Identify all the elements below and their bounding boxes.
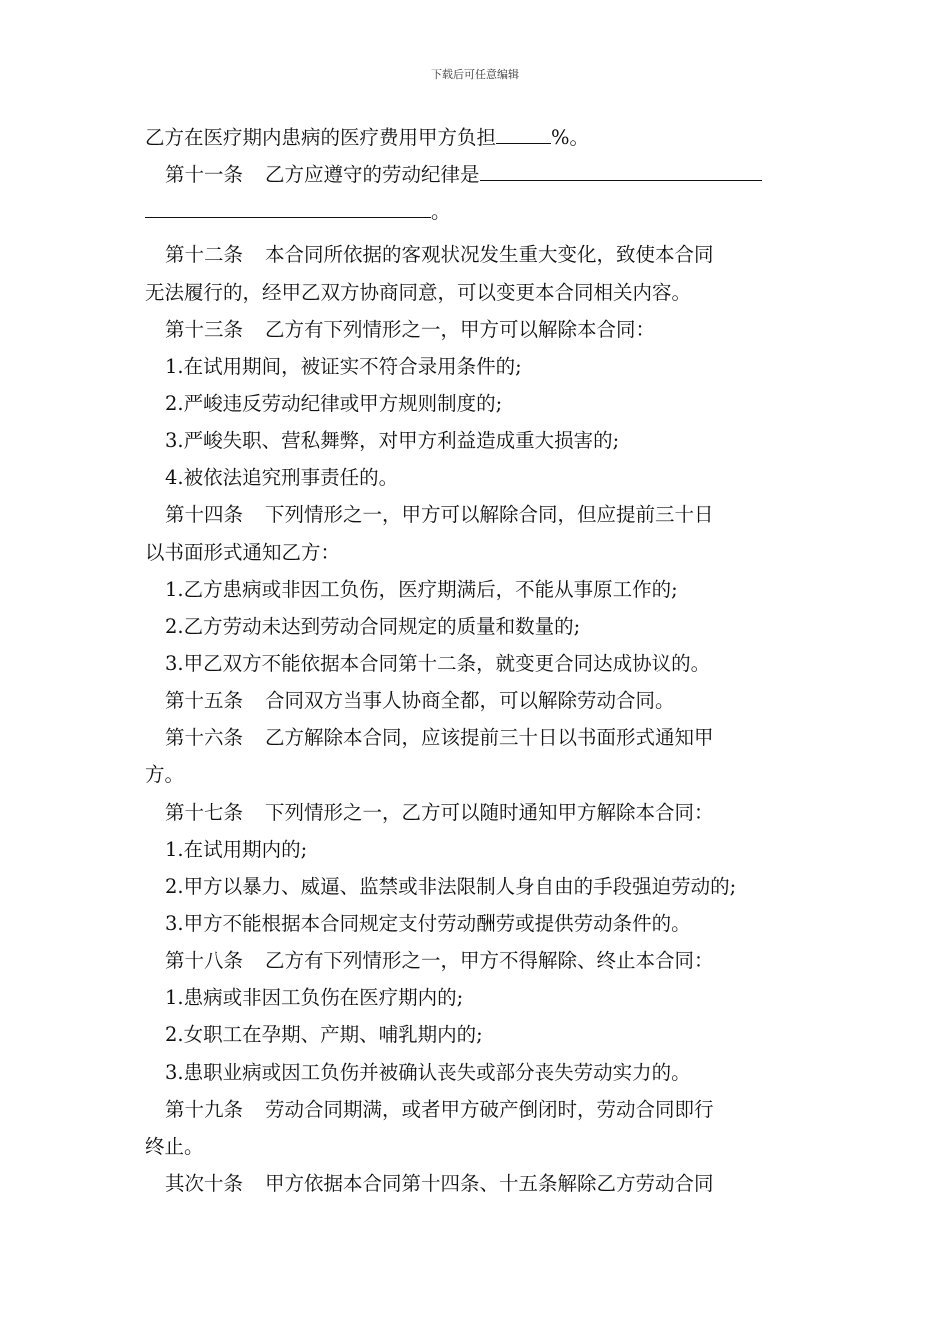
article-11: 第十一条 乙方应遵守的劳动纪律是 bbox=[145, 156, 810, 193]
text-line: 无法履行的，经甲乙双方协商同意，可以变更本合同相关内容。 bbox=[145, 280, 692, 304]
list-item: 3.甲乙双方不能依据本合同第十二条，就变更合同达成协议的。 bbox=[165, 651, 711, 675]
list-item: 3.严峻失职、营私舞弊，对甲方利益造成重大损害的; bbox=[165, 429, 620, 453]
list-item: 3.患职业病或因工负伤并被确认丧失或部分丧失劳动实力的。 bbox=[165, 1060, 691, 1084]
article-label: 第十五条 bbox=[165, 689, 244, 713]
text-line: 。 bbox=[145, 193, 810, 230]
fill-in-blank bbox=[480, 160, 762, 181]
article-label: 第十九条 bbox=[165, 1097, 244, 1121]
text-line: 终止。 bbox=[145, 1134, 204, 1158]
list-item: 1.乙方患病或非因工负伤，医疗期满后，不能从事原工作的; bbox=[165, 577, 678, 601]
article-12: 第十二条 本合同所依据的客观状况发生重大变化，致使本合同 bbox=[165, 243, 714, 267]
article-20: 其次十条 甲方依据本合同第十四条、十五条解除乙方劳动合同 bbox=[165, 1171, 714, 1195]
page-header: 下载后可任意编辑 bbox=[431, 68, 519, 81]
contract-body bbox=[145, 119, 810, 1202]
text-line: 方。 bbox=[145, 763, 185, 787]
list-item: 2.甲方以暴力、威逼、监禁或非法限制人身自由的手段强迫劳动的; bbox=[165, 874, 737, 898]
article-label: 第十六条 bbox=[165, 726, 244, 750]
list-item: 2.女职工在孕期、产期、哺乳期内的; bbox=[165, 1023, 483, 1047]
article-label: 第十三条 bbox=[165, 317, 244, 341]
article-13: 第十三条 乙方有下列情形之一，甲方可以解除本合同： bbox=[165, 317, 656, 341]
text-line: 以书面形式通知乙方： bbox=[145, 540, 341, 564]
article-label: 第十一条 bbox=[165, 163, 244, 187]
list-item: 4.被依法追究刑事责任的。 bbox=[165, 466, 399, 490]
article-15: 第十五条 合同双方当事人协商全都，可以解除劳动合同。 bbox=[165, 689, 675, 713]
article-label: 第十四条 bbox=[165, 503, 244, 527]
list-item: 2.严峻违反劳动纪律或甲方规则制度的; bbox=[165, 391, 503, 415]
article-19: 第十九条 劳动合同期满，或者甲方破产倒闭时，劳动合同即行 bbox=[165, 1097, 714, 1121]
article-16: 第十六条 乙方解除本合同，应该提前三十日以书面形式通知甲 bbox=[165, 726, 714, 750]
article-18: 第十八条 乙方有下列情形之一，甲方不得解除、终止本合同： bbox=[165, 949, 714, 973]
list-item: 1.在试用期内的; bbox=[165, 837, 308, 861]
list-item: 1.在试用期间，被证实不符合录用条件的; bbox=[165, 354, 522, 378]
article-label: 第十二条 bbox=[165, 243, 244, 267]
list-item: 2.乙方劳动未达到劳动合同规定的质量和数量的; bbox=[165, 614, 581, 638]
list-item: 3.甲方不能根据本合同规定支付劳动酬劳或提供劳动条件的。 bbox=[165, 911, 691, 935]
article-label: 第十八条 bbox=[165, 949, 244, 973]
text-line: 乙方在医疗期内患病的医疗费用甲方负担 %。 bbox=[145, 119, 810, 156]
article-label: 其次十条 bbox=[165, 1171, 244, 1195]
fill-in-blank bbox=[145, 197, 431, 218]
article-17: 第十七条 下列情形之一，乙方可以随时通知甲方解除本合同： bbox=[165, 800, 714, 824]
article-14: 第十四条 下列情形之一，甲方可以解除合同，但应提前三十日 bbox=[165, 503, 714, 527]
list-item: 1.患病或非因工负伤在医疗期内的; bbox=[165, 986, 464, 1010]
fill-in-blank bbox=[496, 123, 551, 144]
article-label: 第十七条 bbox=[165, 800, 244, 824]
